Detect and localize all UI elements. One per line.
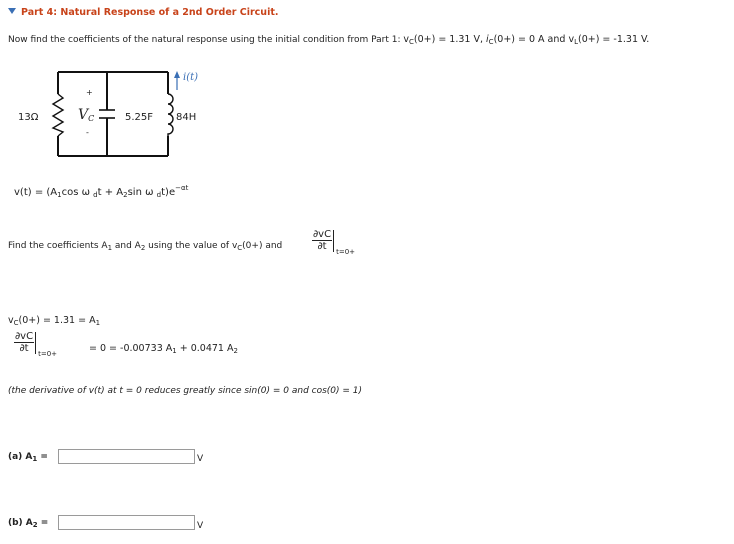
vc-label: $V_C$ xyxy=(78,107,95,123)
derivative-note: (the derivative of v(t) at t = 0 reduces greatly since sin(0) = 0 and cos(0) = 1) xyxy=(8,386,363,396)
answer-a-label: (a) $A_1$ = xyxy=(8,452,48,463)
given-vc-equation: $v_C(0+) = 1.31 = A_1$ xyxy=(8,315,101,327)
part-header[interactable] xyxy=(8,7,278,18)
answer-b-input[interactable] xyxy=(58,515,195,530)
minus-sign: - xyxy=(86,128,89,137)
answer-b-unit: V xyxy=(197,521,204,531)
response-equation: $v(t) = (A_1\cos$ ω $_dt + A_2\sin$ ω $_dt)e^{-\alpha t}$ xyxy=(14,184,189,199)
answer-b-label: (b) $A_2$ = xyxy=(8,518,49,529)
answer-a-input[interactable] xyxy=(58,449,195,464)
resistor-label: 13Ω xyxy=(18,112,39,123)
collapse-triangle-icon[interactable] xyxy=(8,8,16,14)
find-derivative: $\frac{\partial vC}{\partial t}$ t=0+ xyxy=(312,229,360,252)
inductor-label: 84H xyxy=(176,112,197,123)
current-arrow-icon xyxy=(174,71,180,78)
find-instructions: Find the coefficients $A_1$ and $A_2$ using the value of $v_C(0+)$ and xyxy=(8,241,283,252)
given-derivative-equation: = 0 = -0.00733 $A_1 + 0.0471$ $A_2$ xyxy=(89,343,238,355)
instructions-text: Now find the coefficients of the natural response using the initial condition from Part 1: $v_C(0+) = 1.31$ V, $i_C(0+) = 0$ A and $v_L(0+) = -1.31$ V. xyxy=(8,34,650,46)
given-derivative: $\frac{\partial vC}{\partial t}$ t=0+ xyxy=(14,331,62,354)
current-label: i(t) xyxy=(183,72,199,83)
part-title: Part 4: Natural Response of a 2nd Order Circuit. xyxy=(21,7,279,18)
plus-sign: + xyxy=(86,88,93,97)
answer-a-unit: V xyxy=(197,454,204,464)
capacitor-label: 5.25F xyxy=(125,112,154,123)
inductor-symbol xyxy=(168,94,173,136)
resistor-symbol xyxy=(53,94,63,136)
